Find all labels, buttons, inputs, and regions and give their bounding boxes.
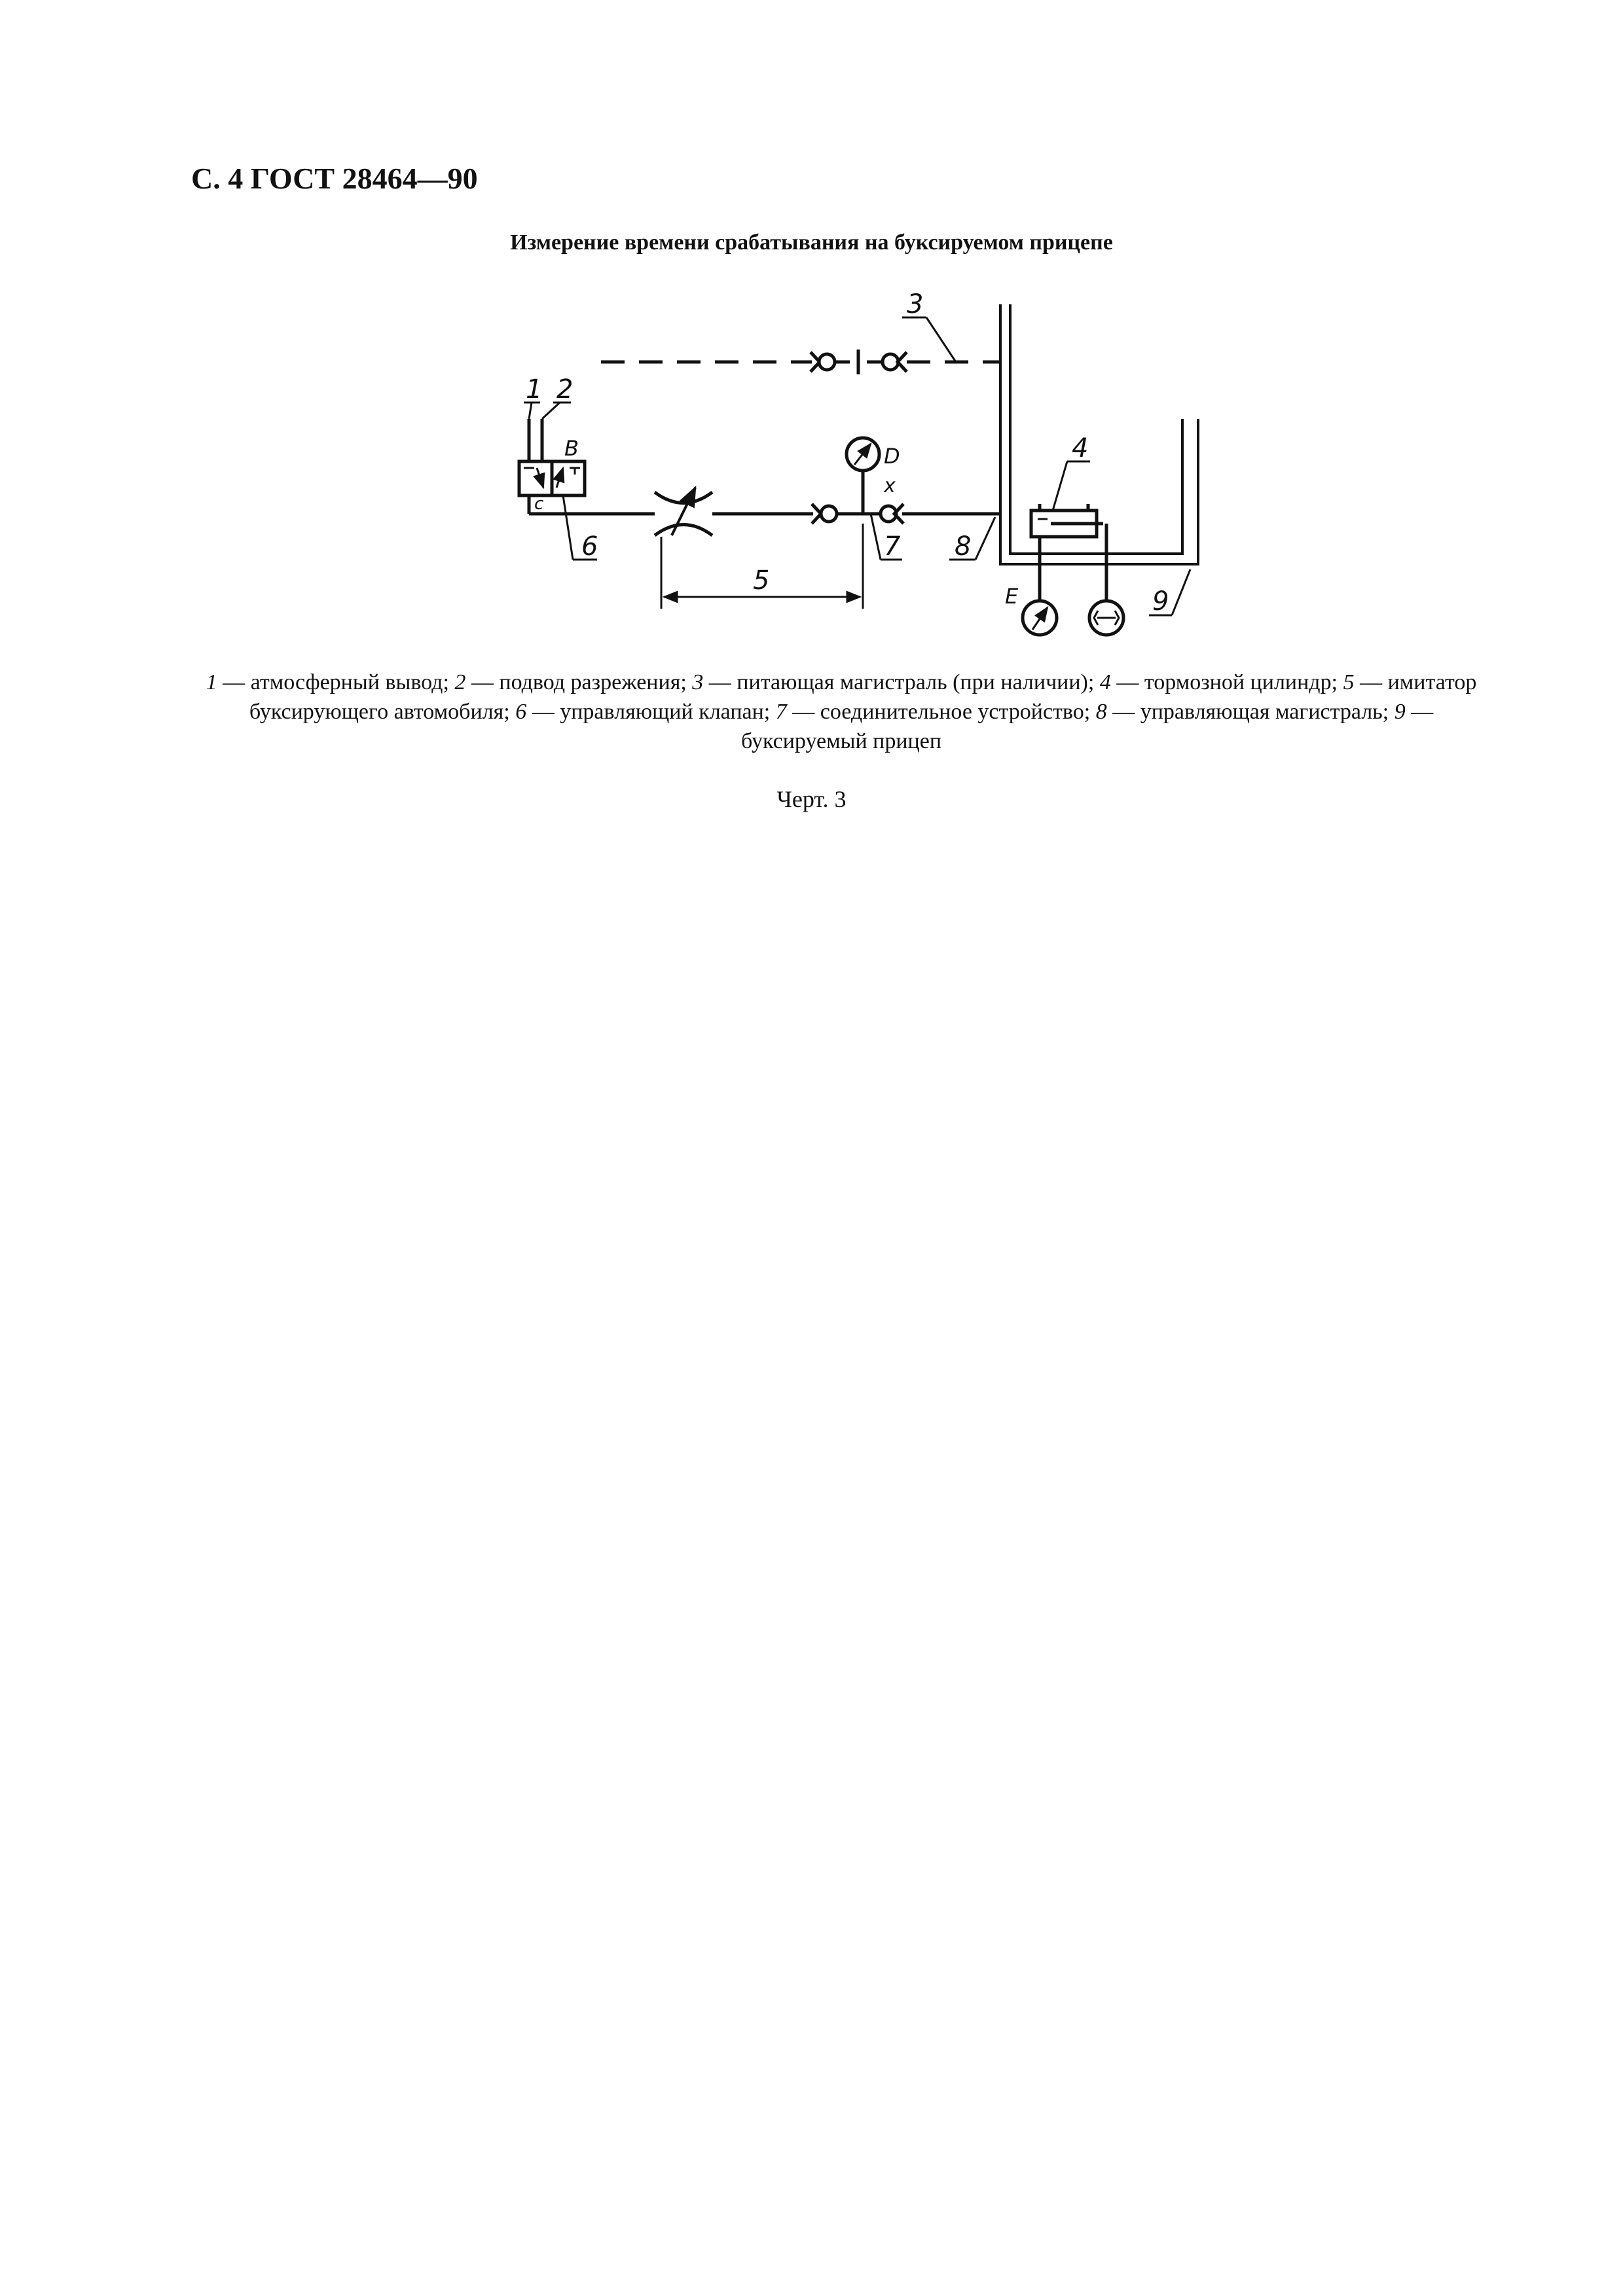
legend-item: 1 — атмосферный вывод; bbox=[206, 670, 449, 694]
legend-item: 9 — буксируемый прицеп bbox=[740, 700, 1434, 753]
legend-item: 7 — соединительное устройство; bbox=[775, 700, 1091, 724]
figure-number: Черт. 3 bbox=[776, 786, 847, 812]
legend-item: 2 — подвод разрежения; bbox=[454, 670, 687, 694]
point-d: D bbox=[884, 444, 900, 469]
legend-item: 8 — управляющая магистраль; bbox=[1095, 700, 1389, 724]
callout-7: 7 bbox=[884, 531, 901, 562]
callout-8: 8 bbox=[955, 531, 972, 562]
callout-9: 9 bbox=[1152, 586, 1169, 617]
callout-4: 4 bbox=[1072, 433, 1089, 463]
point-c: c bbox=[534, 494, 544, 514]
callout-3: 3 bbox=[907, 289, 924, 319]
pressure-sensor bbox=[1089, 524, 1123, 635]
legend-item: 3 — питающая магистраль (при наличии); bbox=[692, 670, 1095, 694]
callout-1: 1 bbox=[526, 374, 543, 404]
point-x: x bbox=[884, 475, 896, 497]
page-header: С. 4 ГОСТ 28464—90 bbox=[191, 162, 478, 195]
brake-timing-diagram bbox=[0, 0, 1623, 655]
point-e: E bbox=[1005, 584, 1019, 609]
callout-2: 2 bbox=[556, 374, 574, 404]
point-b: B bbox=[564, 436, 579, 461]
coupling-head bbox=[812, 504, 903, 524]
figure-legend bbox=[190, 668, 1493, 756]
legend-item: 6 — управляющий клапан; bbox=[515, 700, 771, 724]
brake-cylinder bbox=[1031, 504, 1103, 537]
control-valve bbox=[519, 419, 585, 514]
legend-item: 5 — имитатор буксирующего автомобиля; bbox=[249, 670, 1477, 724]
adjustable-throttle bbox=[655, 488, 712, 535]
figure-title: Измерение времени срабатывания на буксируемом прицепе bbox=[510, 230, 1113, 255]
callout-6: 6 bbox=[581, 531, 598, 562]
callout-5: 5 bbox=[753, 565, 770, 596]
supply-coupling bbox=[811, 350, 907, 374]
pressure-gauge-e bbox=[1023, 537, 1057, 635]
pressure-gauge-d bbox=[847, 438, 879, 514]
legend-item: 4 — тормозной цилиндр; bbox=[1099, 670, 1338, 694]
